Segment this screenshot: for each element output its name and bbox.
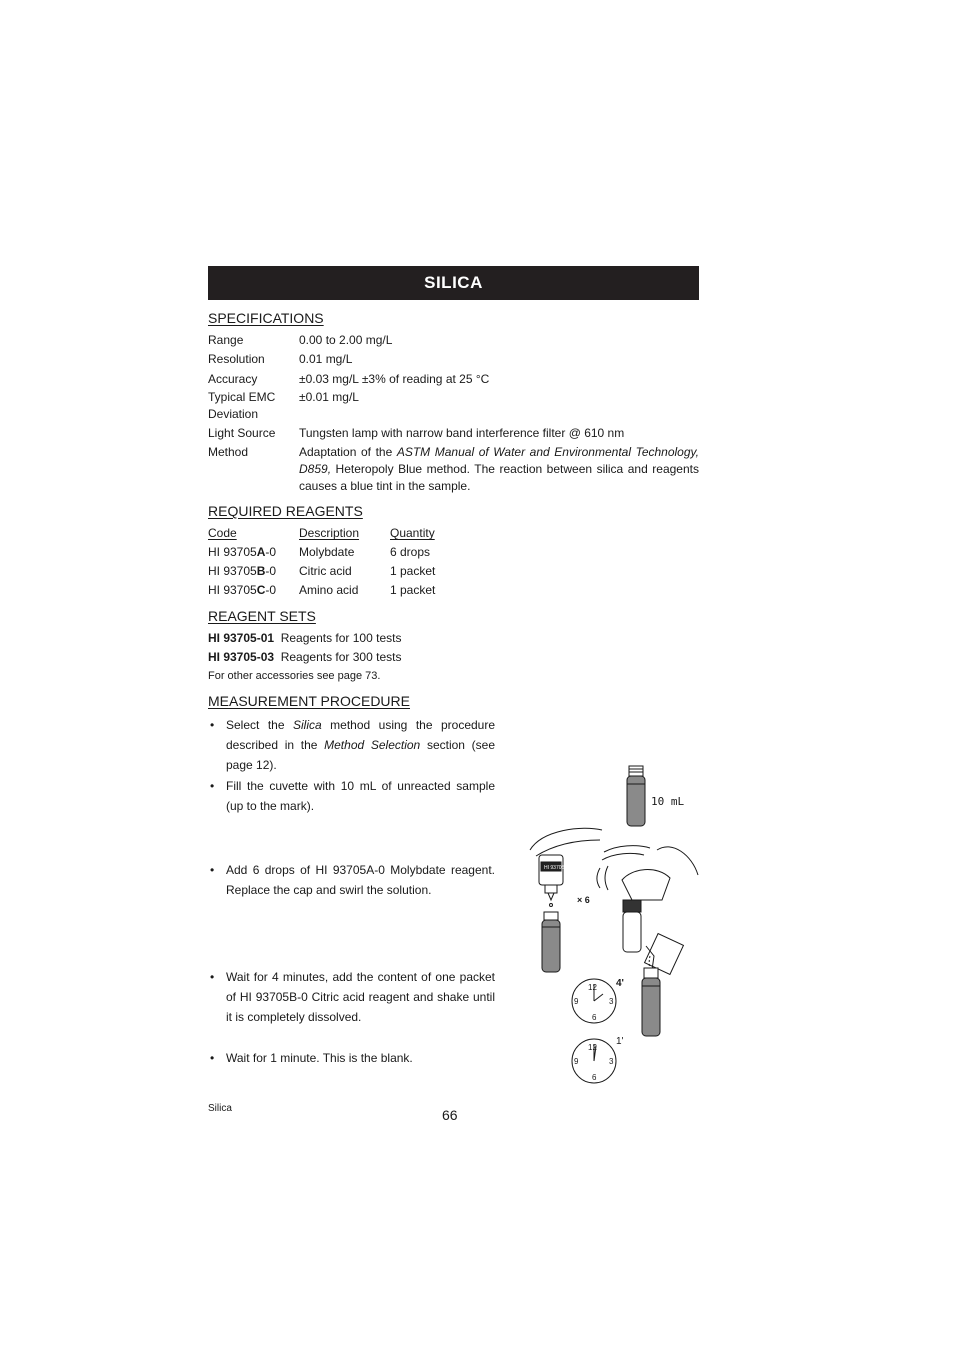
procedure-heading: MEASUREMENT PROCEDURE	[208, 693, 410, 709]
method-reference: ASTM Manual of Water and Environmental Technology, D859,	[299, 445, 699, 476]
reagent-set-2	[208, 649, 401, 666]
reagent-code-letter: C	[256, 583, 266, 597]
reagent-quantity: 6 drops	[390, 545, 431, 559]
cuvette-icon	[627, 766, 645, 826]
step-method-name: Silica	[293, 718, 322, 732]
reagent-code-suffix: -0	[265, 564, 277, 578]
reagent-quantity: 1 packet	[390, 564, 436, 578]
reagent-set-text: Reagents for 300 tests	[280, 650, 402, 664]
swirl-hand-icon	[597, 846, 698, 952]
method-description: Heteropoly Blue method. The reaction between silica and reagents causes a blue tint in the sample.	[299, 462, 699, 493]
reagents-col-description: Description	[299, 526, 360, 540]
reagent-description: Citric acid	[299, 564, 352, 578]
reagent-description: Amino acid	[299, 583, 359, 597]
clock-numeral: 3	[609, 1057, 614, 1066]
method-label: Method	[208, 445, 249, 459]
reagent-code-letter: B	[256, 564, 266, 578]
reagent-code	[208, 563, 276, 580]
accuracy-label: Accuracy	[208, 372, 258, 386]
emc-label-line2: Deviation	[208, 407, 259, 421]
emc-value: ±0.01 mg/L	[299, 390, 359, 404]
step-section-name: Method Selection	[324, 738, 421, 752]
drops-label: × 6	[577, 895, 590, 905]
clock-numeral: 12	[588, 983, 597, 992]
reagent-code-prefix: HI 93705	[208, 564, 257, 578]
reagent-set-code: HI 93705-01	[208, 631, 275, 645]
page-number: 66	[442, 1107, 458, 1123]
timer-2-label: 1'	[616, 1036, 624, 1047]
reagent-code-prefix: HI 93705	[208, 545, 257, 559]
reagent-code	[208, 582, 276, 599]
reagent-set-code: HI 93705-03	[208, 650, 275, 664]
reagent-code-letter: A	[256, 545, 266, 559]
step-text: section (see page 12).	[226, 738, 495, 772]
specifications-heading: SPECIFICATIONS	[208, 310, 324, 326]
reagents-col-quantity: Quantity	[390, 526, 435, 540]
method-value	[299, 444, 699, 495]
timer-1-label: 4'	[616, 978, 624, 989]
reagent-quantity: 1 packet	[390, 583, 436, 597]
bottle-label: HI 93705A-0	[544, 865, 573, 871]
light-source-value: Tungsten lamp with narrow band interference filter @ 610 nm	[299, 426, 625, 440]
bullet-icon: •	[210, 718, 215, 732]
reagent-code-suffix: -0	[265, 583, 277, 597]
footer-section-name: Silica	[208, 1103, 232, 1114]
step-text: Wait for 1 minute. This is the blank.	[226, 1051, 413, 1065]
accessories-note: For other accessories see page 73.	[208, 670, 381, 682]
resolution-value: 0.01 mg/L	[299, 352, 353, 366]
cuvette-icon	[542, 912, 560, 972]
clock-numeral: 3	[609, 997, 614, 1006]
step-text: Wait for 4 minutes, add the content of one packet of HI 93705B-0 Citric acid reagent and shake until it is completely dissolved.	[226, 970, 495, 1024]
emc-label-line1: Typical EMC	[208, 390, 276, 404]
bullet-icon: •	[210, 779, 215, 793]
accuracy-value: ±0.03 mg/L ±3% of reading at 25 °C	[299, 372, 490, 386]
reagents-heading: REQUIRED REAGENTS	[208, 503, 363, 519]
reagent-sets-heading: REAGENT SETS	[208, 608, 316, 624]
bullet-icon: •	[210, 1051, 215, 1065]
reagents-col-code: Code	[208, 526, 237, 540]
clock-numeral: 6	[592, 1073, 597, 1082]
bullet-icon: •	[210, 863, 215, 877]
step-text: method using the procedure described in the	[226, 718, 496, 752]
step-text: Select the	[226, 718, 285, 732]
reagent-code-suffix: -0	[265, 545, 277, 559]
step-text: Fill the cuvette with 10 mL of unreacted sample (up to the mark).	[226, 779, 495, 813]
light-source-label: Light Source	[208, 426, 276, 440]
reagent-set-text: Reagents for 100 tests	[280, 631, 402, 645]
reagent-description: Molybdate	[299, 545, 355, 559]
procedure-illustration	[522, 760, 702, 1090]
clock-numeral: 9	[574, 997, 579, 1006]
clock-numeral: 6	[592, 1013, 597, 1022]
method-prefix: Adaptation of the	[299, 445, 393, 459]
volume-label: 10 mL	[651, 795, 685, 808]
range-label: Range	[208, 333, 244, 347]
bullet-icon: •	[210, 970, 215, 984]
timer-1-minute-icon	[572, 1039, 616, 1083]
step-text: Add 6 drops of HI 93705A-0 Molybdate reagent. Replace the cap and swirl the solution.	[226, 863, 495, 897]
timer-4-minutes-icon	[572, 979, 616, 1023]
reagent-set-1	[208, 630, 401, 647]
reagent-code-prefix: HI 93705	[208, 583, 257, 597]
reagent-code	[208, 544, 276, 561]
resolution-label: Resolution	[208, 352, 265, 366]
cuvette-icon	[642, 968, 660, 1036]
page-title: SILICA	[208, 266, 699, 300]
clock-numeral: 9	[574, 1057, 579, 1066]
range-value: 0.00 to 2.00 mg/L	[299, 333, 393, 347]
clock-numeral: 12	[588, 1043, 597, 1052]
